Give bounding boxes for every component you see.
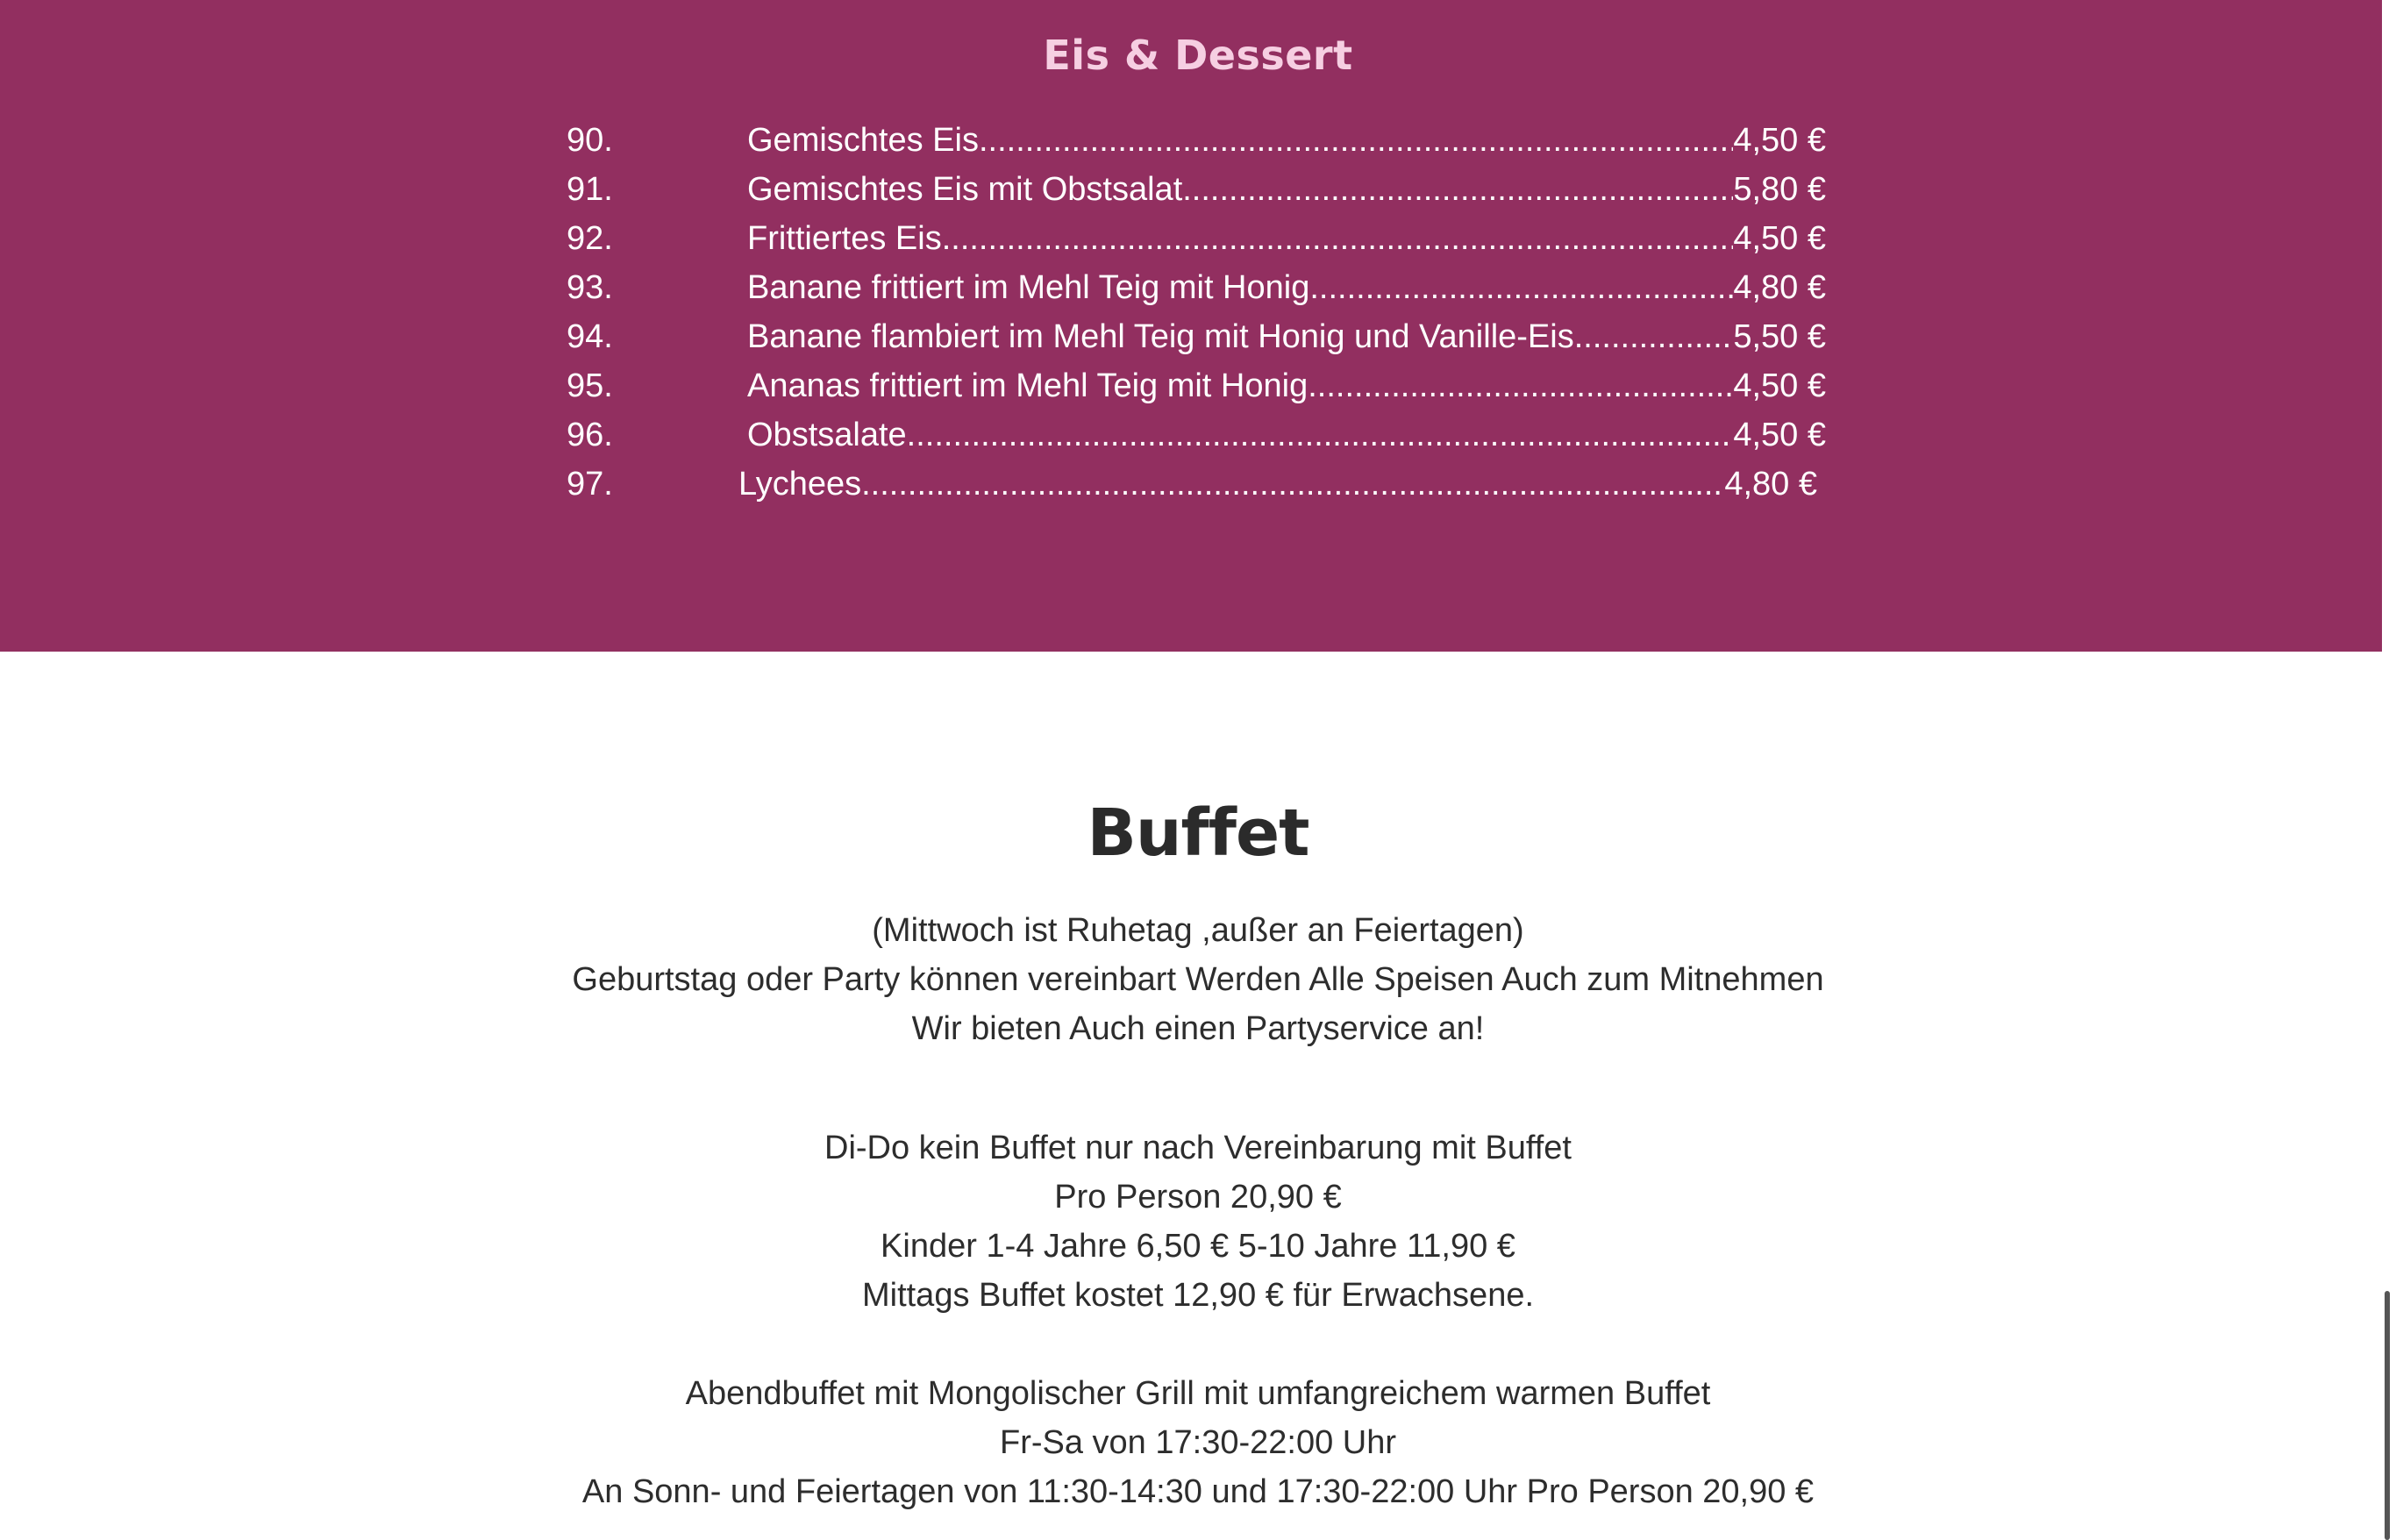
menu-item-line: [747, 116, 1826, 165]
menu-item-number: 92.: [567, 220, 613, 257]
dot-leader: [979, 116, 1733, 165]
menu-item-number: 93.: [567, 269, 613, 306]
buffet-pricing-line: Mittags Buffet kostet 12,90 € für Erwachsene.: [861, 1277, 1535, 1314]
dessert-section: [0, 0, 2396, 652]
buffet-intro-line: (Mittwoch ist Ruhetag ,außer an Feiertagen): [872, 912, 1524, 949]
buffet-intro-line: Wir bieten Auch einen Partyservice an!: [911, 1010, 1485, 1047]
menu-item: [0, 460, 2396, 509]
menu-item-line: [747, 165, 1826, 214]
menu-item-price: 4,80 €: [1733, 269, 1826, 306]
dot-leader: [861, 460, 1724, 509]
menu-item-number: 95.: [567, 367, 613, 404]
buffet-intro-line: Geburtstag oder Party können vereinbart Werden Alle Speisen Auch zum Mitnehmen: [572, 961, 1824, 998]
menu-item: [0, 361, 2396, 410]
menu-item-line: [747, 263, 1826, 312]
menu-item-price: 4,50 €: [1733, 417, 1826, 453]
menu-item-name: Lychees: [738, 466, 862, 503]
menu-item: [0, 410, 2396, 460]
dot-leader: [1182, 165, 1733, 214]
menu-item-price: 4,50 €: [1733, 367, 1826, 404]
buffet-pricing-line: Kinder 1-4 Jahre 6,50 € 5-10 Jahre 11,90 €: [881, 1228, 1515, 1265]
menu-item-line: [747, 361, 1826, 410]
buffet-title: Buffet: [1087, 795, 1309, 871]
menu-item-name: Obstsalate: [747, 417, 907, 453]
dot-leader: [942, 214, 1734, 263]
menu-item: [0, 116, 2396, 165]
menu-item-number: 96.: [567, 417, 613, 453]
menu-item-name: Gemischtes Eis mit Obstsalat: [747, 171, 1183, 208]
menu-item-price: 4,80 €: [1724, 466, 1817, 503]
menu-item-number: 97.: [567, 466, 613, 503]
menu-item: [0, 263, 2396, 312]
menu-item-line: [747, 410, 1826, 460]
menu-item-line: [738, 460, 1817, 509]
menu-item-name: Banane frittiert im Mehl Teig mit Honig: [747, 269, 1310, 306]
scrollbar-thumb[interactable]: [2385, 1291, 2390, 1540]
buffet-pricing-line: Pro Person 20,90 €: [1054, 1179, 1342, 1216]
menu-item-line: [747, 214, 1826, 263]
menu-item-line: [747, 312, 1826, 361]
dot-leader: [1574, 312, 1734, 361]
menu-item-number: 94.: [567, 318, 613, 355]
menu-item-price: 4,50 €: [1733, 220, 1826, 257]
menu-item-number: 91.: [567, 171, 613, 208]
menu-item-name: Gemischtes Eis: [747, 122, 979, 159]
buffet-evening-line: Abendbuffet mit Mongolischer Grill mit umfangreichem warmen Buffet: [685, 1375, 1711, 1412]
menu-item-price: 5,80 €: [1733, 171, 1826, 208]
dot-leader: [1309, 263, 1733, 312]
dot-leader: [1308, 361, 1733, 410]
buffet-evening-line: Fr-Sa von 17:30-22:00 Uhr: [999, 1424, 1396, 1461]
menu-item: [0, 214, 2396, 263]
menu-item-name: Banane flambiert im Mehl Teig mit Honig und Vanille-Eis: [747, 318, 1574, 355]
menu-item-price: 5,50 €: [1733, 318, 1826, 355]
menu-item-number: 90.: [567, 122, 613, 159]
page-scrollbar[interactable]: [2382, 0, 2396, 1540]
dot-leader: [907, 410, 1734, 460]
buffet-evening-line: An Sonn- und Feiertagen von 11:30-14:30 und 17:30-22:00 Uhr Pro Person 20,90 €: [581, 1473, 1815, 1510]
buffet-pricing-line: Di-Do kein Buffet nur nach Vereinbarung mit Buffet: [824, 1130, 1572, 1166]
menu-item: [0, 165, 2396, 214]
menu-item: [0, 312, 2396, 361]
dessert-title: Eis & Dessert: [1043, 32, 1353, 79]
menu-item-price: 4,50 €: [1733, 122, 1826, 159]
menu-item-name: Frittiertes Eis: [747, 220, 942, 257]
menu-item-name: Ananas frittiert im Mehl Teig mit Honig: [747, 367, 1309, 404]
